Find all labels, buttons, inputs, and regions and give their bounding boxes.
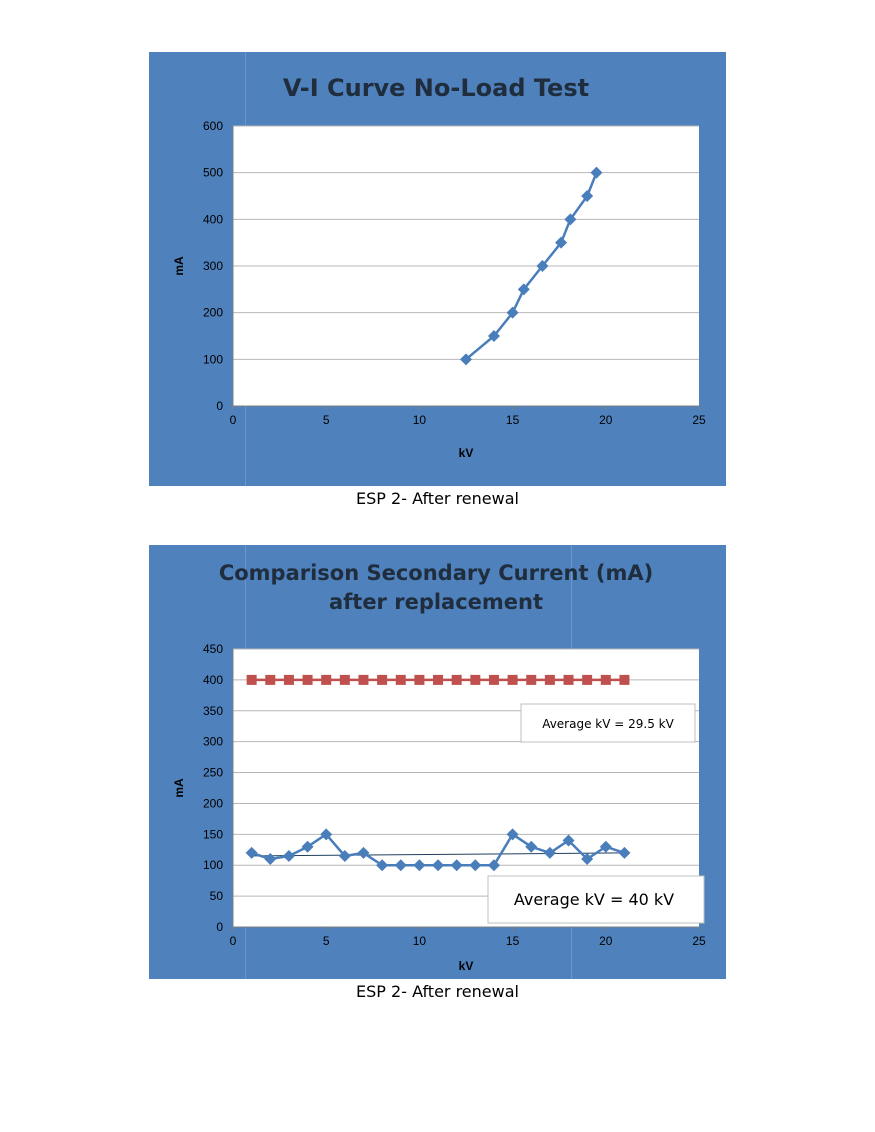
data-point-marker [601, 675, 611, 685]
y-tick-label: 0 [216, 920, 223, 934]
data-point-marker [452, 675, 462, 685]
y-tick-label: 100 [202, 352, 223, 367]
x-tick-label: 0 [229, 413, 237, 427]
data-point-marker [545, 675, 555, 685]
data-point-marker [564, 675, 574, 685]
y-tick-label: 0 [216, 399, 223, 413]
x-tick-label: 15 [505, 413, 520, 427]
y-tick-label: 150 [202, 827, 223, 842]
x-axis-title: kV [458, 959, 474, 973]
chart-title: V-I Curve No-Load Test [282, 74, 590, 102]
data-point-marker [265, 675, 275, 685]
data-point-marker [470, 675, 480, 685]
y-tick-label: 300 [202, 734, 223, 749]
x-tick-label: 10 [412, 413, 427, 427]
y-tick-label: 300 [202, 259, 223, 273]
data-point-marker [377, 675, 387, 685]
x-axis-title: kV [458, 446, 474, 460]
data-point-marker [396, 675, 406, 685]
y-tick-label: 400 [202, 672, 223, 687]
y-tick-label: 600 [202, 119, 223, 133]
x-tick-label: 25 [692, 934, 706, 948]
data-point-marker [414, 675, 424, 685]
x-tick-label: 5 [322, 413, 330, 427]
data-point-marker [489, 675, 499, 685]
secondary-current-chart-svg [149, 545, 726, 979]
x-tick-label: 15 [505, 934, 520, 948]
data-point-marker [433, 675, 443, 685]
x-tick-label: 20 [599, 934, 613, 948]
chart-title-line-2: after replacement [328, 590, 544, 614]
data-point-marker [303, 675, 313, 685]
annotation-avg-29-5: Average kV = 29.5 kV [542, 717, 674, 731]
y-tick-label: 350 [202, 703, 223, 718]
data-point-marker [321, 675, 331, 685]
y-tick-label: 400 [202, 212, 223, 227]
data-point-marker [358, 675, 368, 685]
x-tick-label: 25 [692, 413, 706, 427]
x-tick-label: 20 [599, 413, 613, 427]
y-tick-label: 100 [202, 858, 223, 873]
data-point-marker [284, 675, 294, 685]
data-point-marker [619, 675, 629, 685]
x-tick-label: 0 [229, 934, 237, 948]
y-tick-label: 450 [202, 642, 223, 656]
y-tick-label: 200 [202, 796, 223, 811]
y-tick-label: 500 [202, 165, 223, 180]
x-tick-label: 5 [322, 934, 330, 948]
data-point-marker [247, 675, 257, 685]
vi-curve-chart [149, 52, 726, 486]
y-tick-label: 200 [202, 305, 223, 320]
data-point-marker [526, 675, 536, 685]
x-tick-label: 10 [412, 934, 427, 948]
chart-caption: ESP 2- After renewal [356, 489, 519, 508]
y-axis-title: mA [172, 256, 186, 276]
secondary-current-chart [149, 545, 726, 979]
data-point-marker [508, 675, 518, 685]
chart-title-line-1: Comparison Secondary Current (mA) [218, 561, 654, 585]
y-tick-label: 50 [209, 889, 223, 904]
vi-curve-chart-svg [149, 52, 726, 486]
y-axis-title: mA [172, 778, 186, 798]
annotation-avg-40: Average kV = 40 kV [513, 890, 675, 909]
chart-caption: ESP 2- After renewal [356, 982, 519, 1001]
y-tick-label: 250 [202, 765, 223, 780]
data-point-marker [582, 675, 592, 685]
data-point-marker [340, 675, 350, 685]
